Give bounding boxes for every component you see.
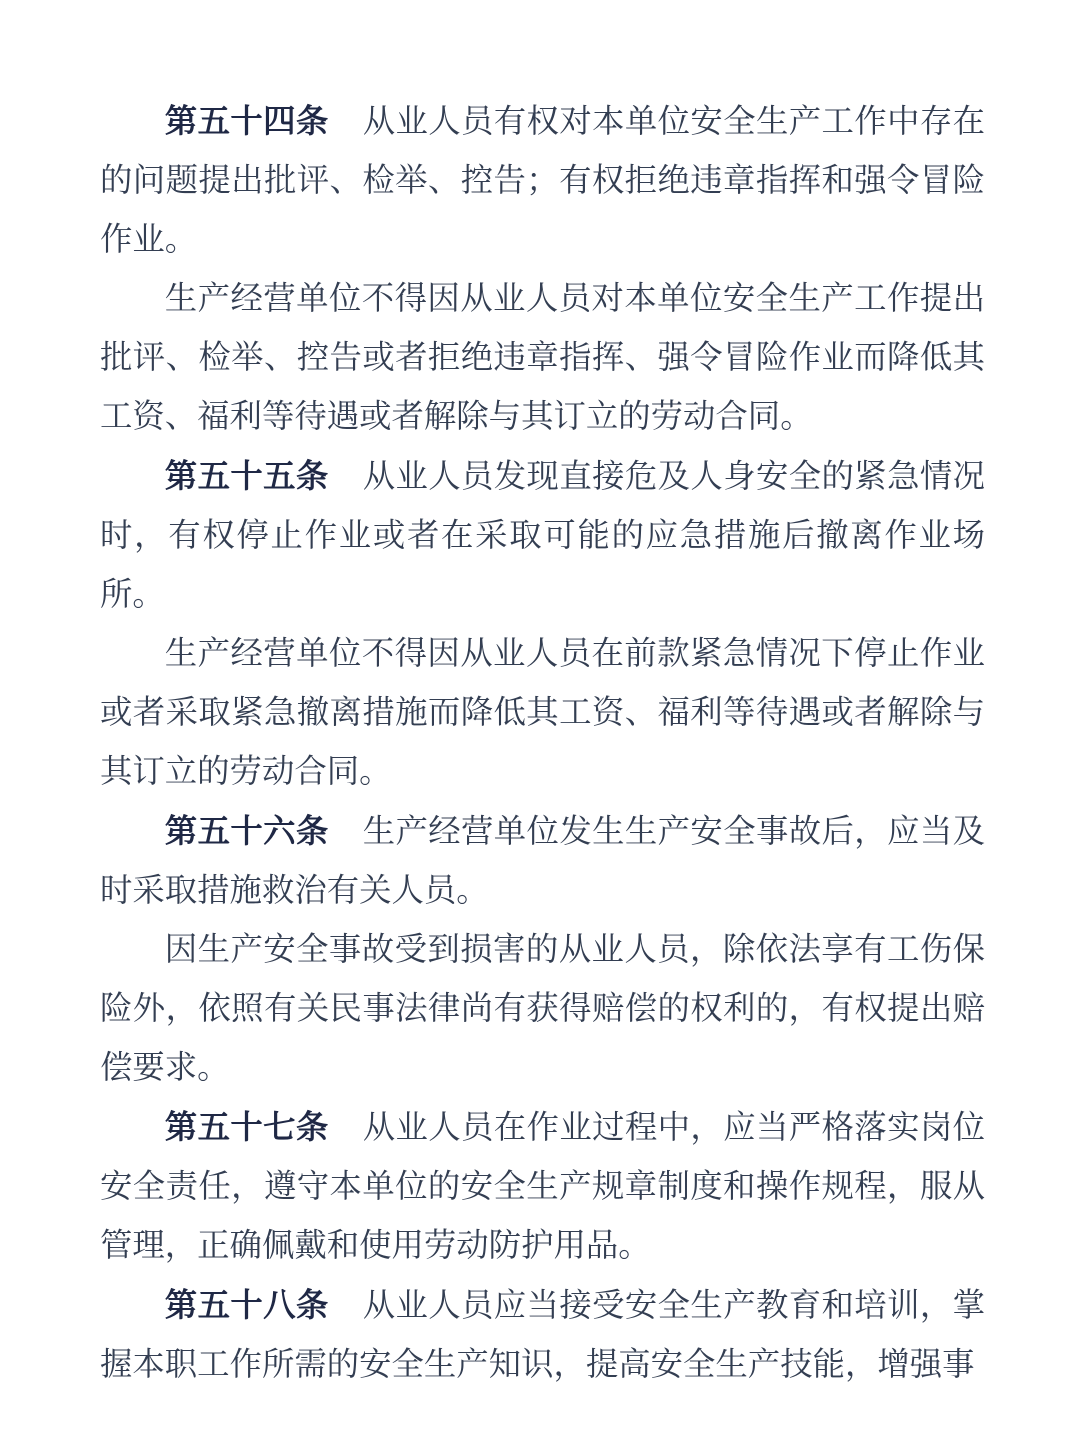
article-paragraph bbox=[100, 92, 985, 270]
paragraph-text: 生产经营单位发生生产安全事故后，应当及时采取措施救治有关人员。 bbox=[100, 814, 986, 909]
article-paragraph bbox=[100, 1098, 985, 1276]
paragraph-text: 因生产安全事故受到损害的从业人员，除依法享有工伤保险外，依照有关民事法律尚有获得赔偿的权利的，有权提出赔偿要求。 bbox=[100, 932, 985, 1086]
article-paragraph bbox=[100, 270, 985, 447]
article-paragraph bbox=[100, 1276, 985, 1395]
paragraph-text: 从业人员发现直接危及人身安全的紧急情况时，有权停止作业或者在采取可能的应急措施后撤离作业场所。 bbox=[100, 459, 986, 613]
article-number: 第五十八条 bbox=[164, 1287, 329, 1323]
article-paragraph bbox=[100, 447, 985, 625]
paragraph-text: 生产经营单位不得因从业人员对本单位安全生产工作提出批评、检举、控告或者拒绝违章指挥、强令冒险作业而降低其工资、福利等待遇或者解除与其订立的劳动合同。 bbox=[100, 281, 985, 435]
article-number: 第五十六条 bbox=[164, 813, 329, 849]
law-text-block bbox=[100, 92, 985, 1395]
article-number: 第五十七条 bbox=[164, 1109, 329, 1145]
paragraph-text: 生产经营单位不得因从业人员在前款紧急情况下停止作业或者采取紧急撤离措施而降低其工资、福利等待遇或者解除与其订立的劳动合同。 bbox=[100, 636, 985, 790]
article-paragraph bbox=[100, 921, 985, 1098]
paragraph-text: 从业人员在作业过程中，应当严格落实岗位安全责任，遵守本单位的安全生产规章制度和操作规程，服从管理，正确佩戴和使用劳动防护用品。 bbox=[100, 1110, 986, 1264]
article-paragraph bbox=[100, 802, 985, 921]
article-number: 第五十四条 bbox=[164, 103, 329, 139]
paragraph-text: 从业人员有权对本单位安全生产工作中存在的问题提出批评、检举、控告；有权拒绝违章指挥和强令冒险作业。 bbox=[100, 104, 986, 258]
article-paragraph bbox=[100, 625, 985, 802]
article-number: 第五十五条 bbox=[164, 458, 329, 494]
paragraph-text: 从业人员应当接受安全生产教育和培训，掌握本职工作所需的安全生产知识，提高安全生产技能，增强事 bbox=[100, 1288, 986, 1383]
